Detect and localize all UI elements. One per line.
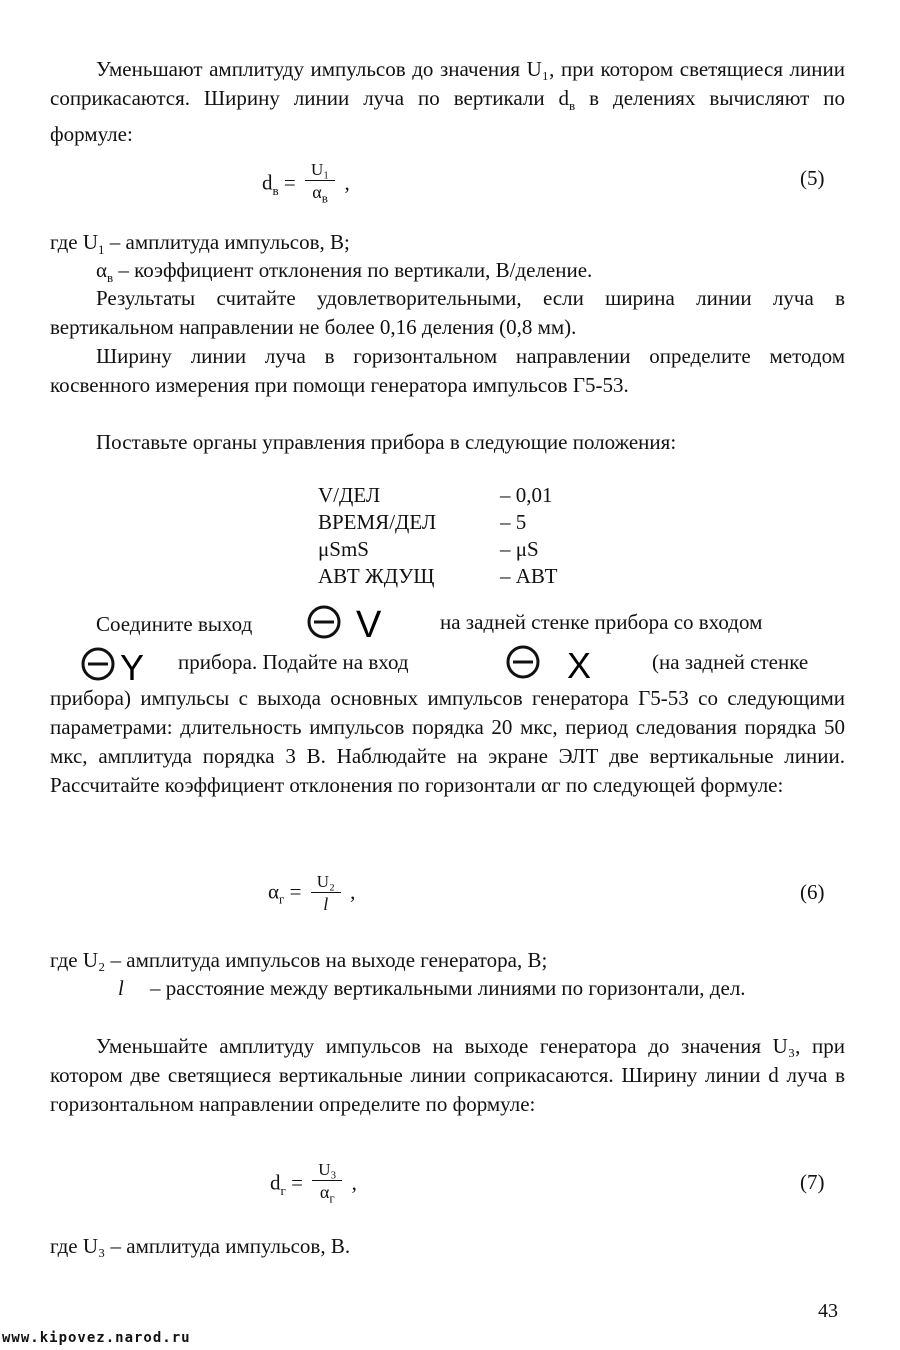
paragraph-5: прибора) импульсы с выхода основных импульсов генератора Г5-53 со следующими параметрами: длительность импульсов порядка 20 мкс, период следования порядка 50 мкс, амплитуда порядка 3 В. Наблюдайте на экране ЭЛТ две вертикальные линии. Рассчитайте коэффициент отклонения по горизонтали αг по следующей формуле: (50, 686, 845, 797)
paragraph-3: Ширину линии луча в горизонтальном направлении определите методом косвенного измерения при помощи генератора импульсов Г5-53. (50, 344, 845, 397)
equation-number-7: (7) (800, 1170, 825, 1194)
formula-6: $\alpha_г$ = $\frac{\text{U₂}}{l}$ , (268, 872, 356, 914)
x-input-symbol (505, 640, 615, 684)
where-u2: где U₂ – амплитуда импульсов на выходе генератора, В; (50, 948, 548, 972)
formula-7: $d_г$ = $\frac{\text{U₃}}{\alpha_г}$ , (270, 1160, 357, 1206)
paragraph-4: Поставьте органы управления прибора в следующие положения: (96, 430, 677, 454)
where-alpha-v: $\alpha_в$ – коэффициент отклонения по вертикали, В/деление. (96, 258, 593, 286)
connect-text-a: Соедините выход (96, 612, 253, 636)
where-u3: где U₃ – амплитуда импульсов, В. (50, 1234, 351, 1258)
paragraph-2: Результаты считайте удовлетворительными, если ширина линии луча в вертикальном направлении не более 0,16 деления (0,8 мм). (50, 286, 845, 339)
v-output-symbol (306, 600, 416, 644)
connect-text-d: (на задней стенке (652, 650, 809, 674)
connect-text-c: прибора. Подайте на вход (178, 650, 409, 674)
equation-number-5: (5) (800, 166, 825, 190)
symbol-v: V (356, 604, 382, 644)
where-l: – расстояние между вертикальными линиями по горизонтали, дел. (150, 976, 746, 1000)
document-page: Уменьшают амплитуду импульсов до значения U₁, при котором светящиеся линии соприкасаются. Ширину линии луча по вертикали $d_в$ в делениях вычисляют по формуле: $d_в$ = $\frac{\text{U₁}}{\alpha_в}$ , (5) где $U_1$ – амплитуда импульсов, В; $\alpha_в$ – коэффициент отклонения по вертикали, В/деление. Результаты считайте удовлетворительными, если ширина линии луча в вертикальном направлении не более 0,16 деления (0,8 мм). Ширину линии луча в горизонтальном направлении определите методом косвенного измерения при помощи генератора импульсов Г5-53. Поставьте органы управления прибора в следующие положения: V/ДЕЛ – 0,01 ВРЕМЯ/ДЕЛ – 5 μSmS – μS АВТ ЖДУЩ – АВТ Соедините выход V на задней стенке прибора со входом Y прибора. Подайте на вход X (на задней стенке прибора) импульсы с выхода основных импульсов генератора Г5-53 со следующими параметрами: длительность импульсов порядка 20 мкс, период следования порядка 50 мкс, амплитуда порядка 3 В. Наблюдайте на экране ЭЛТ две вертикальные линии. Рассчитайте коэффициент отклонения по горизонтали αг по следующей формуле: $\alpha_г$ = $\frac{\text{U₂}}{l}$ , (6) где U₂ – амплитуда импульсов на выходе генератора, В; l – расстояние между вертикальными линиями по горизонтали, дел. Уменьшайте амплитуду импульсов на выходе генератора до значения U₃, при котором две светящиеся вертикальные линии соприкасаются. Ширину линии d луча в горизонтальном направлении определите по формуле: $d_г$ = $\frac{\text{U₃}}{\alpha_г}$ , (7) где U₃ – амплитуда импульсов, В. 43 www.kipovez.narod.ru (0, 0, 900, 1350)
paragraph-1: Уменьшают амплитуду импульсов до значения U₁, при котором светящиеся линии соприкасаются. Ширину линии луча по вертикали $d_в$ в делениях вычисляют по формуле: (50, 57, 845, 147)
y-input-symbol (80, 642, 180, 686)
symbol-y: Y (120, 647, 145, 686)
where-l-symbol: l (118, 976, 124, 1000)
page-number: 43 (818, 1300, 838, 1322)
symbol-x: X (567, 645, 592, 684)
paragraph-6: Уменьшайте амплитуду импульсов на выходе генератора до значения U₃, при котором две светящиеся вертикальные линии соприкасаются. Ширину линии d луча в горизонтальном направлении определите по формуле: (50, 1034, 845, 1116)
where-u1: где $U_1$ – амплитуда импульсов, В; (50, 230, 350, 258)
connect-text-b: на задней стенке прибора со входом (440, 610, 763, 634)
equation-number-6: (6) (800, 880, 825, 904)
footer-url[interactable]: www.kipovez.narod.ru (2, 1330, 191, 1346)
formula-5: $d_в$ = $\frac{\text{U₁}}{\alpha_в}$ , (262, 160, 350, 206)
